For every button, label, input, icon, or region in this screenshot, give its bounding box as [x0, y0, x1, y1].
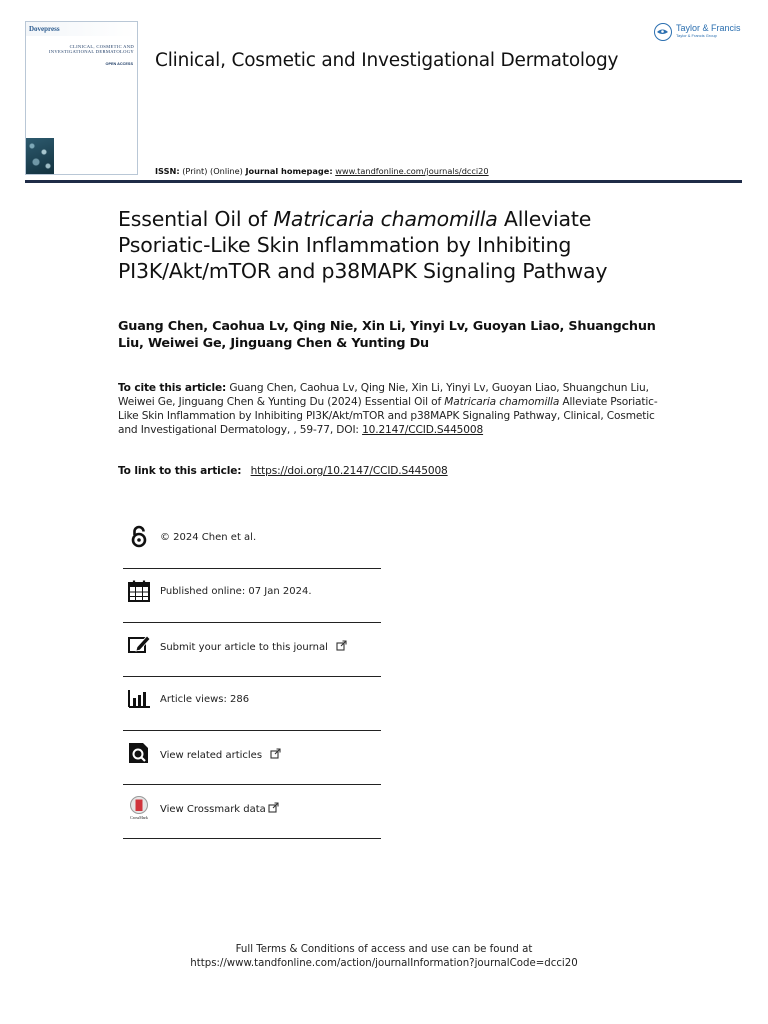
taylor-francis-emblem-icon — [654, 23, 672, 41]
related-articles-link[interactable]: View related articles — [160, 750, 263, 761]
crossmark-logo-text: CrossMark — [130, 815, 148, 820]
external-link-icon — [270, 748, 281, 759]
taylor-francis-logo[interactable] — [654, 23, 741, 41]
citation-doi-link[interactable]: 10.2147/CCID.S445008 — [362, 424, 484, 436]
edit-pencil-icon — [126, 632, 152, 658]
submit-item[interactable] — [123, 623, 381, 677]
terms-footer — [0, 943, 768, 971]
crossmark-link[interactable]: View Crossmark data — [160, 804, 266, 815]
terms-line: Full Terms & Conditions of access and use can be found at — [235, 944, 533, 955]
homepage-label: Journal homepage: — [245, 166, 333, 176]
open-access-lock-icon — [126, 524, 152, 550]
journal-homepage-link[interactable]: www.tandfonline.com/journals/dcci20 — [335, 166, 489, 176]
cover-journal-name: CLINICAL, COSMETIC AND INVESTIGATIONAL DERMATOLOGY — [48, 44, 134, 55]
copyright-text: © 2024 Chen et al. — [160, 532, 257, 543]
copyright-item — [123, 515, 381, 569]
crossmark-item[interactable] — [123, 785, 381, 839]
related-articles-search-icon — [126, 740, 152, 766]
published-date: Published online: 07 Jan 2024. — [160, 586, 312, 597]
article-views: Article views: 286 — [160, 694, 250, 705]
published-item — [123, 569, 381, 623]
header-rule — [25, 180, 742, 183]
article-info-list — [123, 515, 381, 839]
article-link-line — [118, 465, 448, 477]
citation-label: To cite this article: — [118, 382, 227, 394]
cover-artwork — [26, 138, 54, 174]
external-link-icon — [336, 640, 347, 651]
citation-block: To cite this article: Guang Chen, Caohua Lv, Qing Nie, Xin Li, Yinyi Lv, Guoyan Liao, Shuangchun Liu, Weiwei Ge, Jinguang Chen & Yunting Du (2024) Essential Oil of Matricaria chamomilla Alleviate Psoriatic-Like Skin Inflammation by Inhibiting PI3K/Akt/mTOR and p38MAPK Signaling Pathway, Clinical, Cosmetic and Investigational Dermatology, , 59-77, DOI: 10.2147/CCID.S445008 — [118, 382, 658, 436]
views-item — [123, 677, 381, 731]
article-title-species: Matricaria chamomilla — [273, 207, 498, 231]
crossmark-icon — [126, 794, 152, 820]
external-link-icon — [268, 802, 279, 813]
article-doi-link[interactable]: https://doi.org/10.2147/CCID.S445008 — [250, 465, 448, 477]
calendar-icon — [126, 578, 152, 604]
taylor-francis-group: Taylor & Francis Group — [676, 33, 717, 38]
cover-open-access-logo: OPEN ACCESS — [105, 62, 133, 66]
cover-publisher-logo: Dovepress — [29, 25, 60, 33]
authors-list: Guang Chen, Caohua Lv, Qing Nie, Xin Li, Yinyi Lv, Guoyan Liao, Shuangchun Liu, Weiwei Ge, Jinguang Chen & Yunting Du — [118, 319, 656, 351]
related-item[interactable] — [123, 731, 381, 785]
journal-title: Clinical, Cosmetic and Investigational Dermatology — [155, 50, 619, 71]
bar-chart-icon — [126, 686, 152, 712]
article-link-label: To link to this article: — [118, 465, 242, 477]
article-title: Essential Oil of Matricaria chamomilla Alleviate Psoriatic-Like Skin Inflammation by Inhibiting PI3K/Akt/mTOR and p38MAPK Signaling Pathway — [118, 207, 608, 283]
issn-line — [155, 166, 489, 176]
terms-url[interactable]: https://www.tandfonline.com/action/journalInformation?journalCode=dcci20 — [190, 958, 578, 969]
issn-label: ISSN: — [155, 166, 180, 176]
issn-value: (Print) (Online) — [182, 166, 243, 176]
journal-cover-thumbnail — [25, 21, 138, 175]
submit-article-link[interactable]: Submit your article to this journal — [160, 642, 328, 653]
taylor-francis-name: Taylor & Francis — [676, 23, 741, 33]
